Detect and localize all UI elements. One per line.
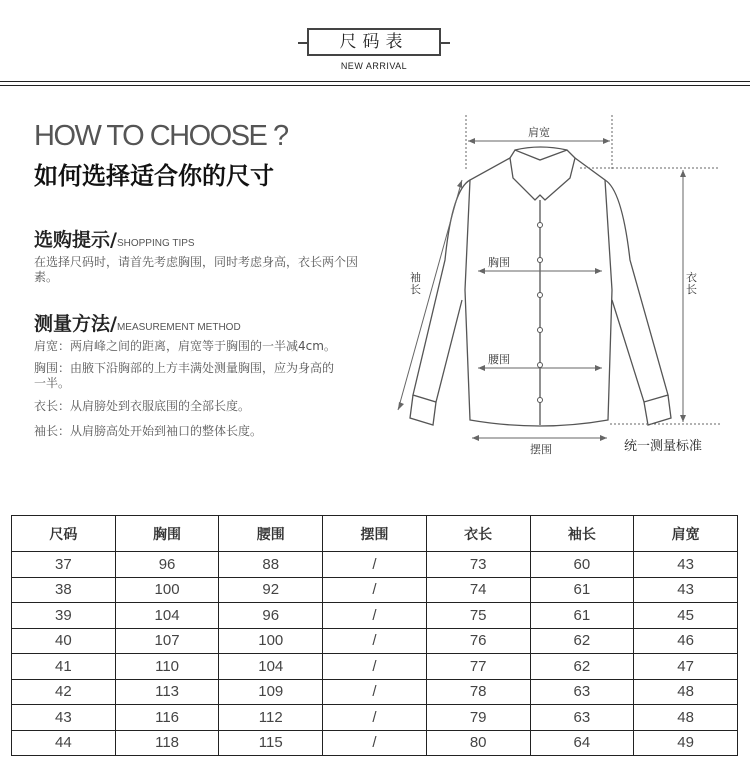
table-cell: 37 xyxy=(12,552,116,578)
table-cell: 96 xyxy=(219,603,323,629)
table-cell: / xyxy=(323,705,427,731)
table-cell: 62 xyxy=(530,628,634,654)
table-cell: 79 xyxy=(426,705,530,731)
table-cell: 118 xyxy=(115,730,219,756)
method-item: 袖长：从肩膀高处开始到袖口的整体长度。 xyxy=(34,424,263,438)
shirt-outline-icon xyxy=(410,147,671,426)
table-cell: 88 xyxy=(219,552,323,578)
table-cell: 45 xyxy=(634,603,738,629)
table-row xyxy=(12,628,738,654)
table-cell: 104 xyxy=(219,654,323,680)
column-header: 胸围 xyxy=(115,516,219,552)
table-row xyxy=(12,603,738,629)
table-cell: 113 xyxy=(115,679,219,705)
table-cell: 77 xyxy=(426,654,530,680)
table-cell: 43 xyxy=(12,705,116,731)
column-header: 尺码 xyxy=(12,516,116,552)
table-cell: 43 xyxy=(634,552,738,578)
table-cell: 74 xyxy=(426,577,530,603)
table-row xyxy=(12,679,738,705)
table-cell: 115 xyxy=(219,730,323,756)
table-cell: / xyxy=(323,577,427,603)
label-waist: 腰围 xyxy=(488,353,510,366)
table-cell: 41 xyxy=(12,654,116,680)
tips-title-en: SHOPPING TIPS xyxy=(116,238,195,249)
measure-lines xyxy=(398,115,720,438)
table-header-row xyxy=(12,516,738,552)
table-cell: 110 xyxy=(115,654,219,680)
arrow-icons xyxy=(398,138,686,441)
column-header: 衣长 xyxy=(426,516,530,552)
page-subtitle: NEW ARRIVAL xyxy=(340,61,408,71)
method-item: 肩宽：两肩峰之间的距离，肩宽等于胸围的一半减4cm。 xyxy=(34,339,336,353)
tips-title-cn: 选购提示/ xyxy=(34,229,117,251)
label-hem: 摆围 xyxy=(530,443,552,456)
label-sleeve: 袖长 xyxy=(410,271,421,296)
table-cell: 43 xyxy=(634,577,738,603)
table-cell: 100 xyxy=(115,577,219,603)
label-standard: 统一测量标准 xyxy=(624,439,703,454)
table-cell: 38 xyxy=(12,577,116,603)
heading-cn: 如何选择适合你的尺寸 xyxy=(34,162,274,190)
column-header: 肩宽 xyxy=(634,516,738,552)
table-cell: 64 xyxy=(530,730,634,756)
label-chest: 胸围 xyxy=(488,256,510,269)
method-item: 胸围：由腋下沿胸部的上方丰满处测量胸围，应为身高的一半。 xyxy=(34,361,335,390)
method-title-en: MEASUREMENT METHOD xyxy=(116,322,241,333)
table-row xyxy=(12,654,738,680)
table-cell: 73 xyxy=(426,552,530,578)
table-cell: 60 xyxy=(530,552,634,578)
page-title: 尺码表 xyxy=(307,28,441,56)
table-cell: 104 xyxy=(115,603,219,629)
table-cell: 39 xyxy=(12,603,116,629)
table-cell: 109 xyxy=(219,679,323,705)
table-cell: 75 xyxy=(426,603,530,629)
table-cell: 107 xyxy=(115,628,219,654)
table-cell: 63 xyxy=(530,705,634,731)
table-cell: 61 xyxy=(530,603,634,629)
table-cell: 61 xyxy=(530,577,634,603)
table-row xyxy=(12,577,738,603)
table-cell: 96 xyxy=(115,552,219,578)
table-cell: 92 xyxy=(219,577,323,603)
table-cell: 40 xyxy=(12,628,116,654)
table-cell: 48 xyxy=(634,705,738,731)
table-row xyxy=(12,705,738,731)
table-cell: / xyxy=(323,679,427,705)
table-cell: 62 xyxy=(530,654,634,680)
table-cell: 112 xyxy=(219,705,323,731)
table-cell: 49 xyxy=(634,730,738,756)
label-length: 衣长 xyxy=(686,271,697,296)
table-cell: 44 xyxy=(12,730,116,756)
column-header: 摆围 xyxy=(323,516,427,552)
table-cell: / xyxy=(323,654,427,680)
table-cell: / xyxy=(323,730,427,756)
table-cell: / xyxy=(323,628,427,654)
table-body xyxy=(12,552,738,756)
table-cell: 63 xyxy=(530,679,634,705)
table-cell: 47 xyxy=(634,654,738,680)
size-table xyxy=(11,515,738,756)
label-shoulder: 肩宽 xyxy=(528,126,550,139)
table-cell: / xyxy=(323,603,427,629)
table-cell: 80 xyxy=(426,730,530,756)
method-title-cn: 测量方法/ xyxy=(34,313,117,335)
table-cell: 78 xyxy=(426,679,530,705)
tips-text: 在选择尺码时，请首先考虑胸围，同时考虑身高，衣长两个因素。 xyxy=(34,255,359,284)
table-row xyxy=(12,552,738,578)
heading-en: HOW TO CHOOSE ? xyxy=(34,120,288,152)
table-cell: 100 xyxy=(219,628,323,654)
table-cell: 76 xyxy=(426,628,530,654)
table-cell: / xyxy=(323,552,427,578)
table-row xyxy=(12,730,738,756)
table-cell: 46 xyxy=(634,628,738,654)
table-cell: 116 xyxy=(115,705,219,731)
table-cell: 42 xyxy=(12,679,116,705)
column-header: 袖长 xyxy=(530,516,634,552)
method-item: 衣长：从肩膀处到衣服底围的全部长度。 xyxy=(34,399,251,413)
column-header: 腰围 xyxy=(219,516,323,552)
table-cell: 48 xyxy=(634,679,738,705)
